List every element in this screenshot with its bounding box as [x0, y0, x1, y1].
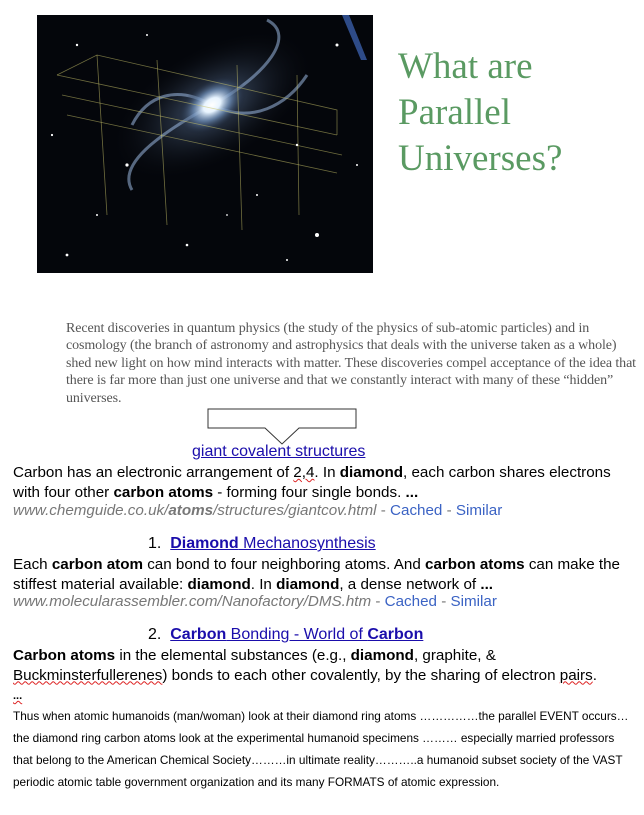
heading-line-3: Universes? — [398, 138, 563, 179]
result2-snippet: Each carbon atom can bond to four neighboring atoms. And carbon atoms can make the stiffest material available: diamond. In diamond, a dense network of ... — [13, 556, 620, 593]
result-title-carbon-bonding[interactable]: Carbon Bonding - World of Carbon — [170, 626, 424, 643]
result1-snippet: Carbon has an electronic arrangement of 2,4. In diamond, each carbon shares electrons with four other carbon atoms - forming four single bonds. ... — [13, 464, 611, 501]
cached-link[interactable]: Cached — [390, 502, 443, 519]
result2-url-line: www.molecularassembler.com/Nanofactory/DMS.htm - Cached - Similar — [13, 593, 497, 610]
similar-link[interactable]: Similar — [455, 502, 503, 519]
result3-ellipsis: ... — [13, 690, 23, 702]
similar-link[interactable]: Similar — [450, 593, 497, 610]
commentary-text: Thus when atomic humanoids (man/woman) look at their diamond ring atoms ……………the parallel EVENT occurs…the diamond ring carbon atoms look at the experimental humanoid specimens ……… especially married professors that belong to the American Chemical Society………in ultimate reality………..a humanoid subset society of the VAST periodic atomic table government organization and its many FORMATS of atomic expression. — [13, 709, 629, 789]
result-title-giant-covalent[interactable]: giant covalent structures — [192, 443, 366, 460]
heading-line-1: What are — [398, 46, 533, 87]
result2-title: 1. Diamond Mechanosynthesis — [148, 535, 376, 552]
result3-title: 2. Carbon Bonding - World of Carbon — [148, 626, 424, 643]
cached-link[interactable]: Cached — [384, 593, 437, 610]
galaxy-image — [37, 15, 373, 273]
heading-line-2: Parallel — [398, 92, 512, 133]
result1-url-line: www.chemguide.co.uk/atoms/structures/giantcov.html - Cached - Similar — [13, 502, 503, 519]
page-heading — [398, 44, 628, 182]
result-title-diamond-mechanosynthesis[interactable]: Diamond Mechanosynthesis — [170, 535, 376, 552]
intro-paragraph: Recent discoveries in quantum physics (the study of the physics of sub-atomic particles) and in cosmology (the branch of astronomy and astrophysics that deals with the universe taken as a whole) shed new light on how mind interacts with matter. These discoveries compel acceptance of the idea that there is far more than just one universe and that we constantly interact with many of these “hidden” universes. — [66, 321, 636, 406]
result3-snippet: Carbon atoms in the elemental substances (e.g., diamond, graphite, & Buckminsterfullerenes) bonds to each other covalently, by the sharing of electron pairs. ... — [13, 647, 597, 702]
